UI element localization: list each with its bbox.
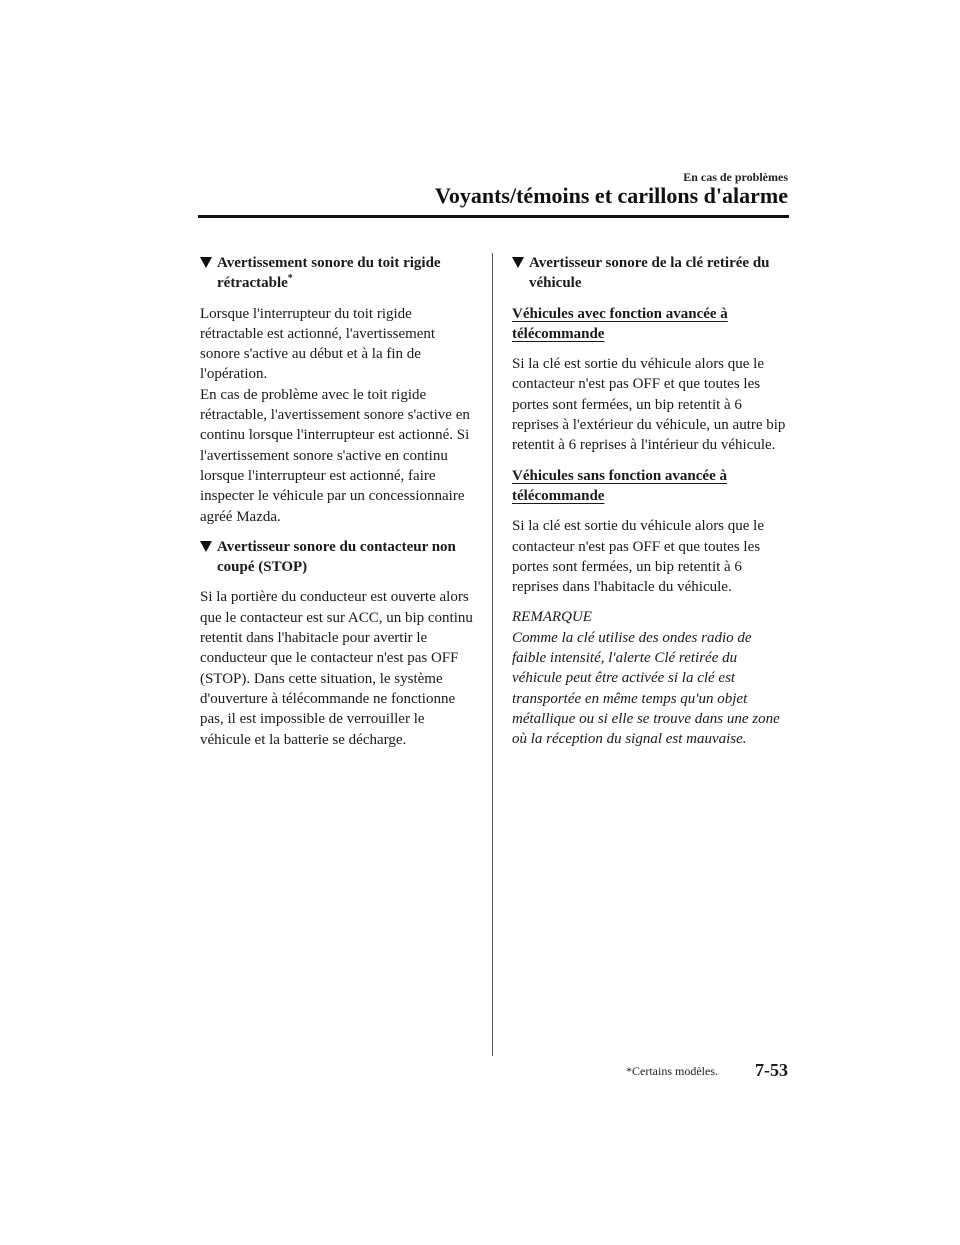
heading-text: Avertissement sonore du toit rigide rétractable (217, 255, 441, 292)
right-column (512, 253, 788, 750)
section-label: En cas de problèmes (683, 170, 788, 184)
triangle-down-icon (512, 257, 524, 268)
column-divider (492, 253, 493, 1056)
page-number: 7-53 (755, 1060, 788, 1080)
heading-text: Avertisseur sonore de la clé retirée du véhicule (529, 255, 770, 292)
subheading-with-advanced-keyless: Véhicules avec fonction avancée à télécommande (512, 305, 728, 342)
left-column (200, 253, 478, 760)
section-heading-retractable-roof (200, 253, 478, 294)
note-label: REMARQUE (512, 609, 592, 626)
section-heading-key-removed (512, 253, 788, 294)
note-text: Comme la clé utilise des ondes radio de faible intensité, l'alerte Clé retirée du véhicule peut être activée si la clé est transportée en même temps qu'un objet métallique ou si elle se trouve dans une zone où la réception du signal est mauvaise. (512, 629, 780, 748)
paragraph: Si la clé est sortie du véhicule alors que le contacteur n'est pas OFF et que toutes les portes sont fermées, un bip retentit à 6 reprises dans l'habitacle du véhicule. (512, 518, 765, 596)
footnote-marker: * (287, 273, 293, 285)
triangle-down-icon (200, 541, 212, 552)
page-title: Voyants/témoins et carillons d'alarme (435, 183, 788, 208)
paragraph: Lorsque l'interrupteur du toit rigide rétractable est actionné, l'avertissement sonore s'active au début et à la fin de l'opération. (200, 305, 436, 383)
paragraph: Si la clé est sortie du véhicule alors que le contacteur n'est pas OFF et que toutes les portes sont fermées, un bip retentit à 6 reprises à l'extérieur du véhicule, un autre bip retentit à 6 reprises à l'intérieur du véhicule. (512, 356, 786, 454)
section-heading-ignition-not-off (200, 537, 478, 578)
triangle-down-icon (200, 257, 212, 268)
paragraph: En cas de problème avec le toit rigide rétractable, l'avertissement sonore s'active en continu lorsque l'interrupteur est actionné. Si l'avertissement sonore s'active en continu lorsque l'interrupteur est actionné, faire inspecter le véhicule par un concessionnaire agréé Mazda. (200, 386, 470, 525)
heading-text: Avertisseur sonore du contacteur non coupé (STOP) (217, 538, 456, 576)
header-rule (198, 215, 789, 218)
subheading-without-advanced-keyless: Véhicules sans fonction avancée à télécommande (512, 467, 727, 504)
paragraph: Si la portière du conducteur est ouverte alors que le contacteur est sur ACC, un bip continu retentit dans l'habitacle pour avertir le conducteur que le contacteur n'est pas OFF (STOP). Dans cette situation, le système d'ouverture à télécommande ne fonctionne pas, il est impossible de verrouiller le véhicule et la batterie se décharge. (200, 589, 473, 748)
footnote: *Certains modèles. (626, 1064, 718, 1078)
